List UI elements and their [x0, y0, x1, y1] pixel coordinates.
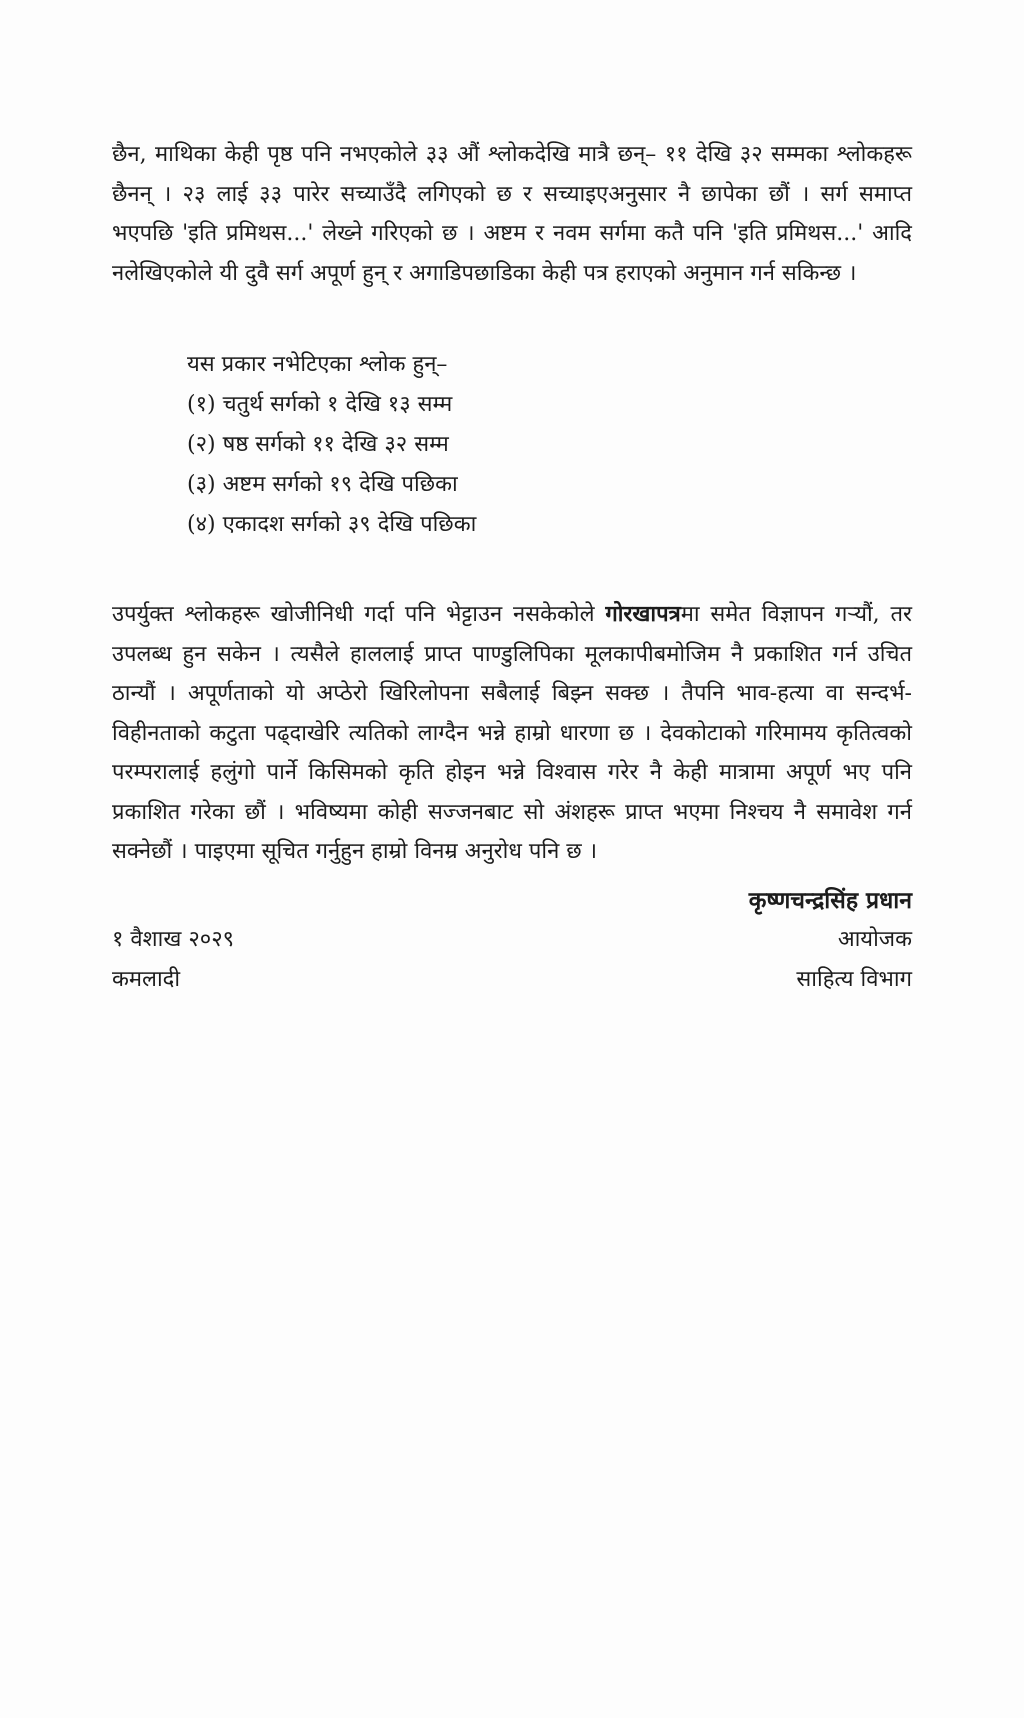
signature-block: [112, 882, 912, 920]
newspaper-name: गोरखापत्र: [605, 601, 681, 627]
list-item: (३) अष्टम सर्गको १९ देखि पछिका: [187, 472, 458, 497]
date-place: [112, 920, 234, 1000]
list-intro: यस प्रकार नभेटिएका श्लोक हुन्–: [187, 352, 448, 377]
signatory-name: कृष्णचन्द्रसिंह प्रधान: [748, 886, 912, 914]
paragraph-2: [112, 595, 912, 872]
missing-verses-list: [187, 345, 912, 545]
signatory-title: [796, 920, 912, 1000]
paragraph-1: छैन, माथिका केही पृष्ठ पनि नभएकोले ३३ औं श्लोकदेखि मात्रै छन्– ११ देखि ३२ सम्मका श्लोकहरू छैनन् । २३ लाई ३३ पारेर सच्याउँदै लगिएको छ र सच्याइएअनुसार नै छापेका छौं । सर्ग समाप्त भएपछि 'इति प्रमिथस...' लेख्ने गरिएको छ । अष्टम र नवम सर्गमा कतै पनि 'इति प्रमिथस...' आदि नलेखिएकोले यी दुवै सर्ग अपूर्ण हुन् र अगाडिपछाडिका केही पत्र हराएको अनुमान गर्न सकिन्छ ।: [112, 142, 912, 286]
place: कमलादी: [112, 966, 181, 992]
document-body: [112, 135, 912, 1000]
signatory-department: साहित्य विभाग: [796, 966, 912, 992]
footer-block: [112, 920, 912, 1000]
signatory-role: आयोजक: [837, 926, 912, 952]
list-item: (१) चतुर्थ सर्गको १ देखि १३ सम्म: [187, 392, 453, 417]
paragraph-2-start: उपर्युक्त श्लोकहरू खोजीनिधी गर्दा पनि भेट्टाउन नसकेकोले: [112, 602, 606, 627]
paragraph-2-rest: मा समेत विज्ञापन गऱ्यौं, तर उपलब्ध हुन सकेन । त्यसैले हाललाई प्राप्त पाण्डुलिपिका मूलकापीबमोजिम नै प्रकाशित गर्न उचित ठान्यौं । अपूर्णताको यो अप्ठेरो खिरिलोपना सबैलाई बिझ्न सक्छ । तैपनि भाव-हत्या वा सन्दर्भ-विहीनताको कटुता पढ्दाखेरि त्यतिको लाग्दैन भन्ने हाम्रो धारणा छ । देवकोटाको गरिमामय कृतित्वको परम्परालाई हलुंगो पार्ने किसिमको कृति होइन भन्ने विश्वास गरेर नै केही मात्रामा अपूर्ण भए पनि प्रकाशित गरेका छौं । भविष्यमा कोही सज्जनबाट सो अंशहरू प्राप्त भएमा निश्चय नै समावेश गर्न सक्नेछौं । पाइएमा सूचित गर्नुहुन हाम्रो विनम्र अनुरोध पनि छ ।: [112, 602, 912, 864]
list-item: (४) एकादश सर्गको ३९ देखि पछिका: [187, 512, 477, 537]
list-item: (२) षष्ठ सर्गको ११ देखि ३२ सम्म: [187, 432, 449, 457]
date: १ वैशाख २०२९: [112, 926, 235, 952]
